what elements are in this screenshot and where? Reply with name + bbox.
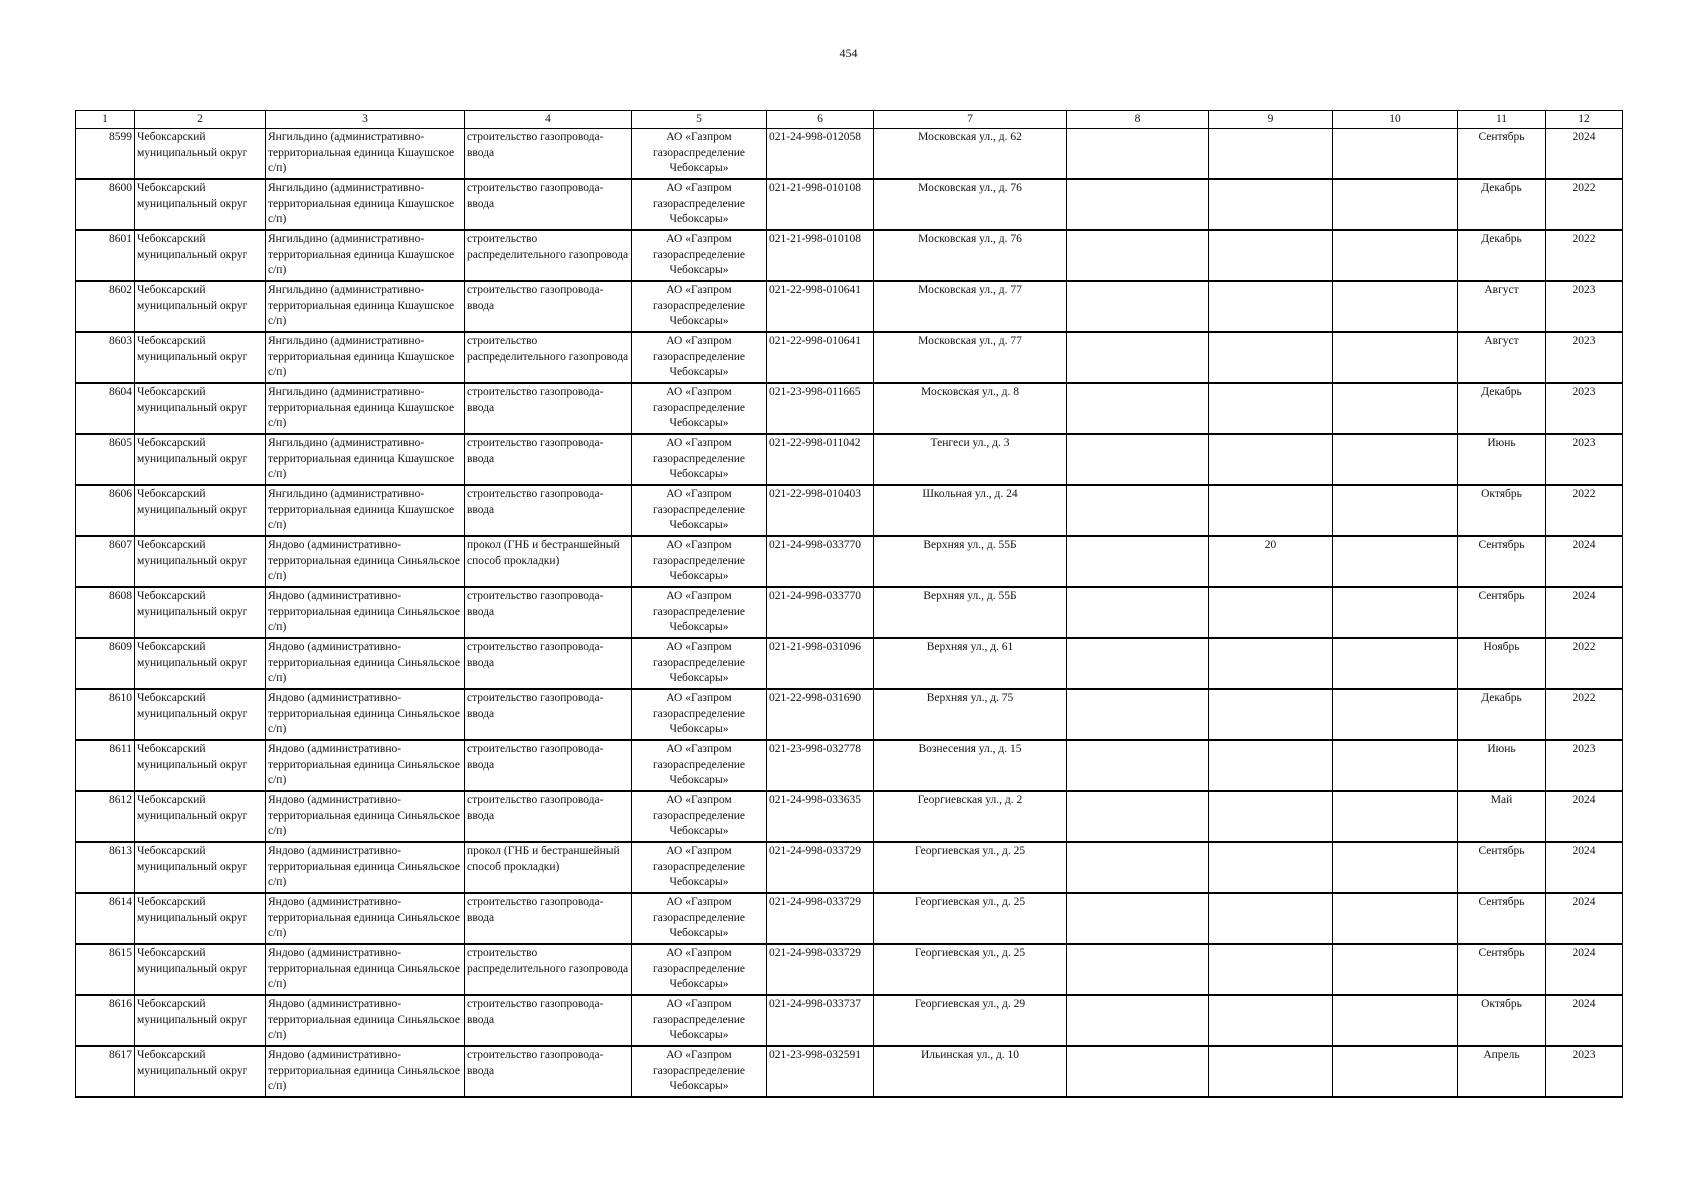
object-code-cell: 021-22-998-010403 [767, 485, 874, 536]
month-cell: Декабрь [1458, 230, 1546, 281]
row-number: 8606 [76, 485, 135, 536]
row-number: 8611 [76, 740, 135, 791]
work-type-cell: прокол (ГНБ и бестраншейный способ прокладки) [465, 842, 632, 893]
row-number: 8602 [76, 281, 135, 332]
row-number: 8607 [76, 536, 135, 587]
settlement-cell: Яндово (административно-территориальная единица Синьяльское с/п) [266, 893, 465, 944]
address-cell: Школьная ул., д. 24 [874, 485, 1067, 536]
table-row [76, 587, 1623, 638]
work-type-cell: строительство газопровода-ввода [465, 689, 632, 740]
month-cell: Апрель [1458, 1046, 1546, 1097]
work-type-cell: строительство газопровода-ввода [465, 281, 632, 332]
column-header-4: 4 [465, 111, 632, 129]
year-cell: 2023 [1546, 740, 1623, 791]
column-9-cell [1209, 638, 1333, 689]
month-cell: Декабрь [1458, 383, 1546, 434]
address-cell: Тенгеси ул., д. 3 [874, 434, 1067, 485]
organization-cell: АО «Газпром газораспределение Чебоксары» [632, 689, 767, 740]
table-row [76, 638, 1623, 689]
gasification-table [75, 110, 1623, 1098]
work-type-cell: строительство газопровода-ввода [465, 995, 632, 1046]
object-code-cell: 021-23-998-032778 [767, 740, 874, 791]
object-code-cell: 021-23-998-032591 [767, 1046, 874, 1097]
year-cell: 2024 [1546, 842, 1623, 893]
column-8-cell [1067, 536, 1209, 587]
column-8-cell [1067, 893, 1209, 944]
table-row [76, 893, 1623, 944]
table-header [76, 111, 1623, 129]
column-9-cell [1209, 842, 1333, 893]
settlement-cell: Яндово (административно-территориальная единица Синьяльское с/п) [266, 995, 465, 1046]
column-header-8: 8 [1067, 111, 1209, 129]
work-type-cell: прокол (ГНБ и бестраншейный способ прокладки) [465, 536, 632, 587]
district-cell: Чебоксарский муниципальный округ [135, 638, 266, 689]
row-number: 8617 [76, 1046, 135, 1097]
district-cell: Чебоксарский муниципальный округ [135, 689, 266, 740]
row-number: 8615 [76, 944, 135, 995]
organization-cell: АО «Газпром газораспределение Чебоксары» [632, 536, 767, 587]
table-row [76, 281, 1623, 332]
month-cell: Август [1458, 332, 1546, 383]
district-cell: Чебоксарский муниципальный округ [135, 281, 266, 332]
column-8-cell [1067, 689, 1209, 740]
address-cell: Верхняя ул., д. 55Б [874, 536, 1067, 587]
column-9-cell: 20 [1209, 536, 1333, 587]
month-cell: Сентябрь [1458, 944, 1546, 995]
address-cell: Георгиевская ул., д. 29 [874, 995, 1067, 1046]
address-cell: Верхняя ул., д. 55Б [874, 587, 1067, 638]
work-type-cell: строительство газопровода-ввода [465, 791, 632, 842]
row-number: 8599 [76, 129, 135, 180]
district-cell: Чебоксарский муниципальный округ [135, 434, 266, 485]
year-cell: 2024 [1546, 129, 1623, 180]
column-header-6: 6 [767, 111, 874, 129]
organization-cell: АО «Газпром газораспределение Чебоксары» [632, 179, 767, 230]
district-cell: Чебоксарский муниципальный округ [135, 332, 266, 383]
settlement-cell: Яндово (административно-территориальная единица Синьяльское с/п) [266, 536, 465, 587]
work-type-cell: строительство газопровода-ввода [465, 434, 632, 485]
column-10-cell [1333, 434, 1458, 485]
column-8-cell [1067, 485, 1209, 536]
settlement-cell: Янгильдино (административно-территориальная единица Кшаушское с/п) [266, 383, 465, 434]
address-cell: Георгиевская ул., д. 25 [874, 842, 1067, 893]
settlement-cell: Яндово (административно-территориальная единица Синьяльское с/п) [266, 1046, 465, 1097]
district-cell: Чебоксарский муниципальный округ [135, 791, 266, 842]
settlement-cell: Янгильдино (административно-территориальная единица Кшаушское с/п) [266, 434, 465, 485]
column-10-cell [1333, 893, 1458, 944]
page-number: 454 [839, 46, 858, 60]
district-cell: Чебоксарский муниципальный округ [135, 129, 266, 180]
organization-cell: АО «Газпром газораспределение Чебоксары» [632, 893, 767, 944]
row-number: 8616 [76, 995, 135, 1046]
row-number: 8605 [76, 434, 135, 485]
month-cell: Октябрь [1458, 995, 1546, 1046]
column-10-cell [1333, 791, 1458, 842]
district-cell: Чебоксарский муниципальный округ [135, 740, 266, 791]
table-row [76, 944, 1623, 995]
organization-cell: АО «Газпром газораспределение Чебоксары» [632, 995, 767, 1046]
object-code-cell: 021-24-998-033729 [767, 842, 874, 893]
table-row [76, 332, 1623, 383]
row-number: 8612 [76, 791, 135, 842]
column-10-cell [1333, 638, 1458, 689]
year-cell: 2022 [1546, 485, 1623, 536]
table-row [76, 842, 1623, 893]
month-cell: Декабрь [1458, 179, 1546, 230]
organization-cell: АО «Газпром газораспределение Чебоксары» [632, 944, 767, 995]
organization-cell: АО «Газпром газораспределение Чебоксары» [632, 129, 767, 180]
column-8-cell [1067, 281, 1209, 332]
month-cell: Сентябрь [1458, 587, 1546, 638]
column-9-cell [1209, 383, 1333, 434]
object-code-cell: 021-23-998-011665 [767, 383, 874, 434]
column-9-cell [1209, 893, 1333, 944]
year-cell: 2024 [1546, 791, 1623, 842]
year-cell: 2023 [1546, 434, 1623, 485]
address-cell: Георгиевская ул., д. 25 [874, 893, 1067, 944]
object-code-cell: 021-21-998-010108 [767, 230, 874, 281]
table-row [76, 791, 1623, 842]
column-8-cell [1067, 791, 1209, 842]
column-8-cell [1067, 638, 1209, 689]
object-code-cell: 021-24-998-033770 [767, 536, 874, 587]
settlement-cell: Яндово (административно-территориальная единица Синьяльское с/п) [266, 842, 465, 893]
row-number: 8601 [76, 230, 135, 281]
month-cell: Май [1458, 791, 1546, 842]
district-cell: Чебоксарский муниципальный округ [135, 536, 266, 587]
organization-cell: АО «Газпром газораспределение Чебоксары» [632, 587, 767, 638]
address-cell: Московская ул., д. 77 [874, 281, 1067, 332]
table-row [76, 689, 1623, 740]
work-type-cell: строительство газопровода-ввода [465, 383, 632, 434]
column-8-cell [1067, 944, 1209, 995]
object-code-cell: 021-22-998-010641 [767, 281, 874, 332]
address-cell: Московская ул., д. 76 [874, 179, 1067, 230]
table-row [76, 434, 1623, 485]
settlement-cell: Янгильдино (административно-территориальная единица Кшаушское с/п) [266, 129, 465, 180]
settlement-cell: Янгильдино (административно-территориальная единица Кшаушское с/п) [266, 485, 465, 536]
column-8-cell [1067, 179, 1209, 230]
row-number: 8604 [76, 383, 135, 434]
settlement-cell: Яндово (административно-территориальная единица Синьяльское с/п) [266, 638, 465, 689]
table-row [76, 179, 1623, 230]
address-cell: Вознесения ул., д. 15 [874, 740, 1067, 791]
table-row [76, 230, 1623, 281]
column-8-cell [1067, 129, 1209, 180]
column-9-cell [1209, 995, 1333, 1046]
year-cell: 2024 [1546, 536, 1623, 587]
organization-cell: АО «Газпром газораспределение Чебоксары» [632, 1046, 767, 1097]
district-cell: Чебоксарский муниципальный округ [135, 230, 266, 281]
month-cell: Сентябрь [1458, 842, 1546, 893]
column-10-cell [1333, 740, 1458, 791]
table-row [76, 383, 1623, 434]
object-code-cell: 021-22-998-010641 [767, 332, 874, 383]
work-type-cell: строительство распределительного газопровода [465, 944, 632, 995]
column-9-cell [1209, 791, 1333, 842]
month-cell: Сентябрь [1458, 129, 1546, 180]
column-8-cell [1067, 740, 1209, 791]
month-cell: Декабрь [1458, 689, 1546, 740]
month-cell: Сентябрь [1458, 893, 1546, 944]
column-10-cell [1333, 536, 1458, 587]
table-row [76, 740, 1623, 791]
address-cell: Георгиевская ул., д. 2 [874, 791, 1067, 842]
month-cell: Ноябрь [1458, 638, 1546, 689]
table-row [76, 1046, 1623, 1097]
column-8-cell [1067, 995, 1209, 1046]
year-cell: 2023 [1546, 281, 1623, 332]
column-8-cell [1067, 383, 1209, 434]
table-row [76, 485, 1623, 536]
district-cell: Чебоксарский муниципальный округ [135, 485, 266, 536]
column-9-cell [1209, 587, 1333, 638]
work-type-cell: строительство газопровода-ввода [465, 893, 632, 944]
column-10-cell [1333, 281, 1458, 332]
district-cell: Чебоксарский муниципальный округ [135, 842, 266, 893]
column-10-cell [1333, 383, 1458, 434]
address-cell: Георгиевская ул., д. 25 [874, 944, 1067, 995]
table-row [76, 129, 1623, 180]
column-10-cell [1333, 485, 1458, 536]
object-code-cell: 021-24-998-033729 [767, 944, 874, 995]
district-cell: Чебоксарский муниципальный округ [135, 383, 266, 434]
column-9-cell [1209, 689, 1333, 740]
object-code-cell: 021-24-998-033729 [767, 893, 874, 944]
column-8-cell [1067, 434, 1209, 485]
column-8-cell [1067, 587, 1209, 638]
column-header-7: 7 [874, 111, 1067, 129]
district-cell: Чебоксарский муниципальный округ [135, 944, 266, 995]
settlement-cell: Янгильдино (административно-территориальная единица Кшаушское с/п) [266, 230, 465, 281]
month-cell: Октябрь [1458, 485, 1546, 536]
column-9-cell [1209, 332, 1333, 383]
month-cell: Июнь [1458, 740, 1546, 791]
column-header-3: 3 [266, 111, 465, 129]
row-number: 8614 [76, 893, 135, 944]
row-number: 8613 [76, 842, 135, 893]
year-cell: 2024 [1546, 893, 1623, 944]
work-type-cell: строительство газопровода-ввода [465, 638, 632, 689]
column-header-1: 1 [76, 111, 135, 129]
year-cell: 2022 [1546, 638, 1623, 689]
row-number: 8608 [76, 587, 135, 638]
organization-cell: АО «Газпром газораспределение Чебоксары» [632, 332, 767, 383]
year-cell: 2022 [1546, 689, 1623, 740]
organization-cell: АО «Газпром газораспределение Чебоксары» [632, 740, 767, 791]
address-cell: Верхняя ул., д. 75 [874, 689, 1067, 740]
organization-cell: АО «Газпром газораспределение Чебоксары» [632, 383, 767, 434]
object-code-cell: 021-21-998-010108 [767, 179, 874, 230]
work-type-cell: строительство газопровода-ввода [465, 179, 632, 230]
row-number: 8609 [76, 638, 135, 689]
column-10-cell [1333, 230, 1458, 281]
district-cell: Чебоксарский муниципальный округ [135, 995, 266, 1046]
year-cell: 2024 [1546, 995, 1623, 1046]
column-9-cell [1209, 1046, 1333, 1097]
address-cell: Московская ул., д. 62 [874, 129, 1067, 180]
table-row [76, 995, 1623, 1046]
table-row [76, 536, 1623, 587]
month-cell: Июнь [1458, 434, 1546, 485]
column-header-12: 12 [1546, 111, 1623, 129]
object-code-cell: 021-22-998-031690 [767, 689, 874, 740]
column-9-cell [1209, 485, 1333, 536]
column-header-11: 11 [1458, 111, 1546, 129]
address-cell: Верхняя ул., д. 61 [874, 638, 1067, 689]
column-10-cell [1333, 944, 1458, 995]
year-cell: 2023 [1546, 1046, 1623, 1097]
organization-cell: АО «Газпром газораспределение Чебоксары» [632, 485, 767, 536]
organization-cell: АО «Газпром газораспределение Чебоксары» [632, 230, 767, 281]
row-number: 8603 [76, 332, 135, 383]
column-header-10: 10 [1333, 111, 1458, 129]
organization-cell: АО «Газпром газораспределение Чебоксары» [632, 842, 767, 893]
address-cell: Московская ул., д. 76 [874, 230, 1067, 281]
settlement-cell: Яндово (административно-территориальная единица Синьяльское с/п) [266, 587, 465, 638]
object-code-cell: 021-24-998-012058 [767, 129, 874, 180]
column-10-cell [1333, 129, 1458, 180]
row-number: 8610 [76, 689, 135, 740]
settlement-cell: Яндово (административно-территориальная единица Синьяльское с/п) [266, 791, 465, 842]
year-cell: 2023 [1546, 332, 1623, 383]
column-10-cell [1333, 1046, 1458, 1097]
organization-cell: АО «Газпром газораспределение Чебоксары» [632, 434, 767, 485]
column-9-cell [1209, 179, 1333, 230]
work-type-cell: строительство газопровода-ввода [465, 587, 632, 638]
year-cell: 2022 [1546, 179, 1623, 230]
year-cell: 2022 [1546, 230, 1623, 281]
column-8-cell [1067, 1046, 1209, 1097]
column-9-cell [1209, 740, 1333, 791]
column-9-cell [1209, 944, 1333, 995]
row-number: 8600 [76, 179, 135, 230]
settlement-cell: Яндово (административно-территориальная единица Синьяльское с/п) [266, 689, 465, 740]
work-type-cell: строительство газопровода-ввода [465, 740, 632, 791]
address-cell: Московская ул., д. 8 [874, 383, 1067, 434]
work-type-cell: строительство газопровода-ввода [465, 485, 632, 536]
address-cell: Ильинская ул., д. 10 [874, 1046, 1067, 1097]
month-cell: Сентябрь [1458, 536, 1546, 587]
settlement-cell: Янгильдино (административно-территориальная единица Кшаушское с/п) [266, 281, 465, 332]
object-code-cell: 021-24-998-033770 [767, 587, 874, 638]
column-10-cell [1333, 842, 1458, 893]
work-type-cell: строительство распределительного газопровода [465, 230, 632, 281]
column-8-cell [1067, 230, 1209, 281]
column-9-cell [1209, 434, 1333, 485]
district-cell: Чебоксарский муниципальный округ [135, 179, 266, 230]
settlement-cell: Янгильдино (административно-территориальная единица Кшаушское с/п) [266, 332, 465, 383]
header-row [76, 111, 1623, 129]
address-cell: Московская ул., д. 77 [874, 332, 1067, 383]
year-cell: 2023 [1546, 383, 1623, 434]
settlement-cell: Янгильдино (административно-территориальная единица Кшаушское с/п) [266, 179, 465, 230]
column-header-5: 5 [632, 111, 767, 129]
settlement-cell: Яндово (административно-территориальная единица Синьяльское с/п) [266, 740, 465, 791]
organization-cell: АО «Газпром газораспределение Чебоксары» [632, 791, 767, 842]
object-code-cell: 021-24-998-033635 [767, 791, 874, 842]
column-9-cell [1209, 129, 1333, 180]
district-cell: Чебоксарский муниципальный округ [135, 1046, 266, 1097]
district-cell: Чебоксарский муниципальный округ [135, 587, 266, 638]
table-body [76, 129, 1623, 1098]
column-8-cell [1067, 332, 1209, 383]
column-10-cell [1333, 995, 1458, 1046]
year-cell: 2024 [1546, 944, 1623, 995]
work-type-cell: строительство газопровода-ввода [465, 129, 632, 180]
column-9-cell [1209, 230, 1333, 281]
object-code-cell: 021-24-998-033737 [767, 995, 874, 1046]
district-cell: Чебоксарский муниципальный округ [135, 893, 266, 944]
column-10-cell [1333, 332, 1458, 383]
settlement-cell: Яндово (административно-территориальная единица Синьяльское с/п) [266, 944, 465, 995]
organization-cell: АО «Газпром газораспределение Чебоксары» [632, 281, 767, 332]
column-10-cell [1333, 179, 1458, 230]
column-8-cell [1067, 842, 1209, 893]
month-cell: Август [1458, 281, 1546, 332]
column-header-9: 9 [1209, 111, 1333, 129]
column-10-cell [1333, 689, 1458, 740]
work-type-cell: строительство газопровода-ввода [465, 1046, 632, 1097]
object-code-cell: 021-21-998-031096 [767, 638, 874, 689]
organization-cell: АО «Газпром газораспределение Чебоксары» [632, 638, 767, 689]
column-10-cell [1333, 587, 1458, 638]
year-cell: 2024 [1546, 587, 1623, 638]
column-header-2: 2 [135, 111, 266, 129]
object-code-cell: 021-22-998-011042 [767, 434, 874, 485]
column-9-cell [1209, 281, 1333, 332]
work-type-cell: строительство распределительного газопровода [465, 332, 632, 383]
